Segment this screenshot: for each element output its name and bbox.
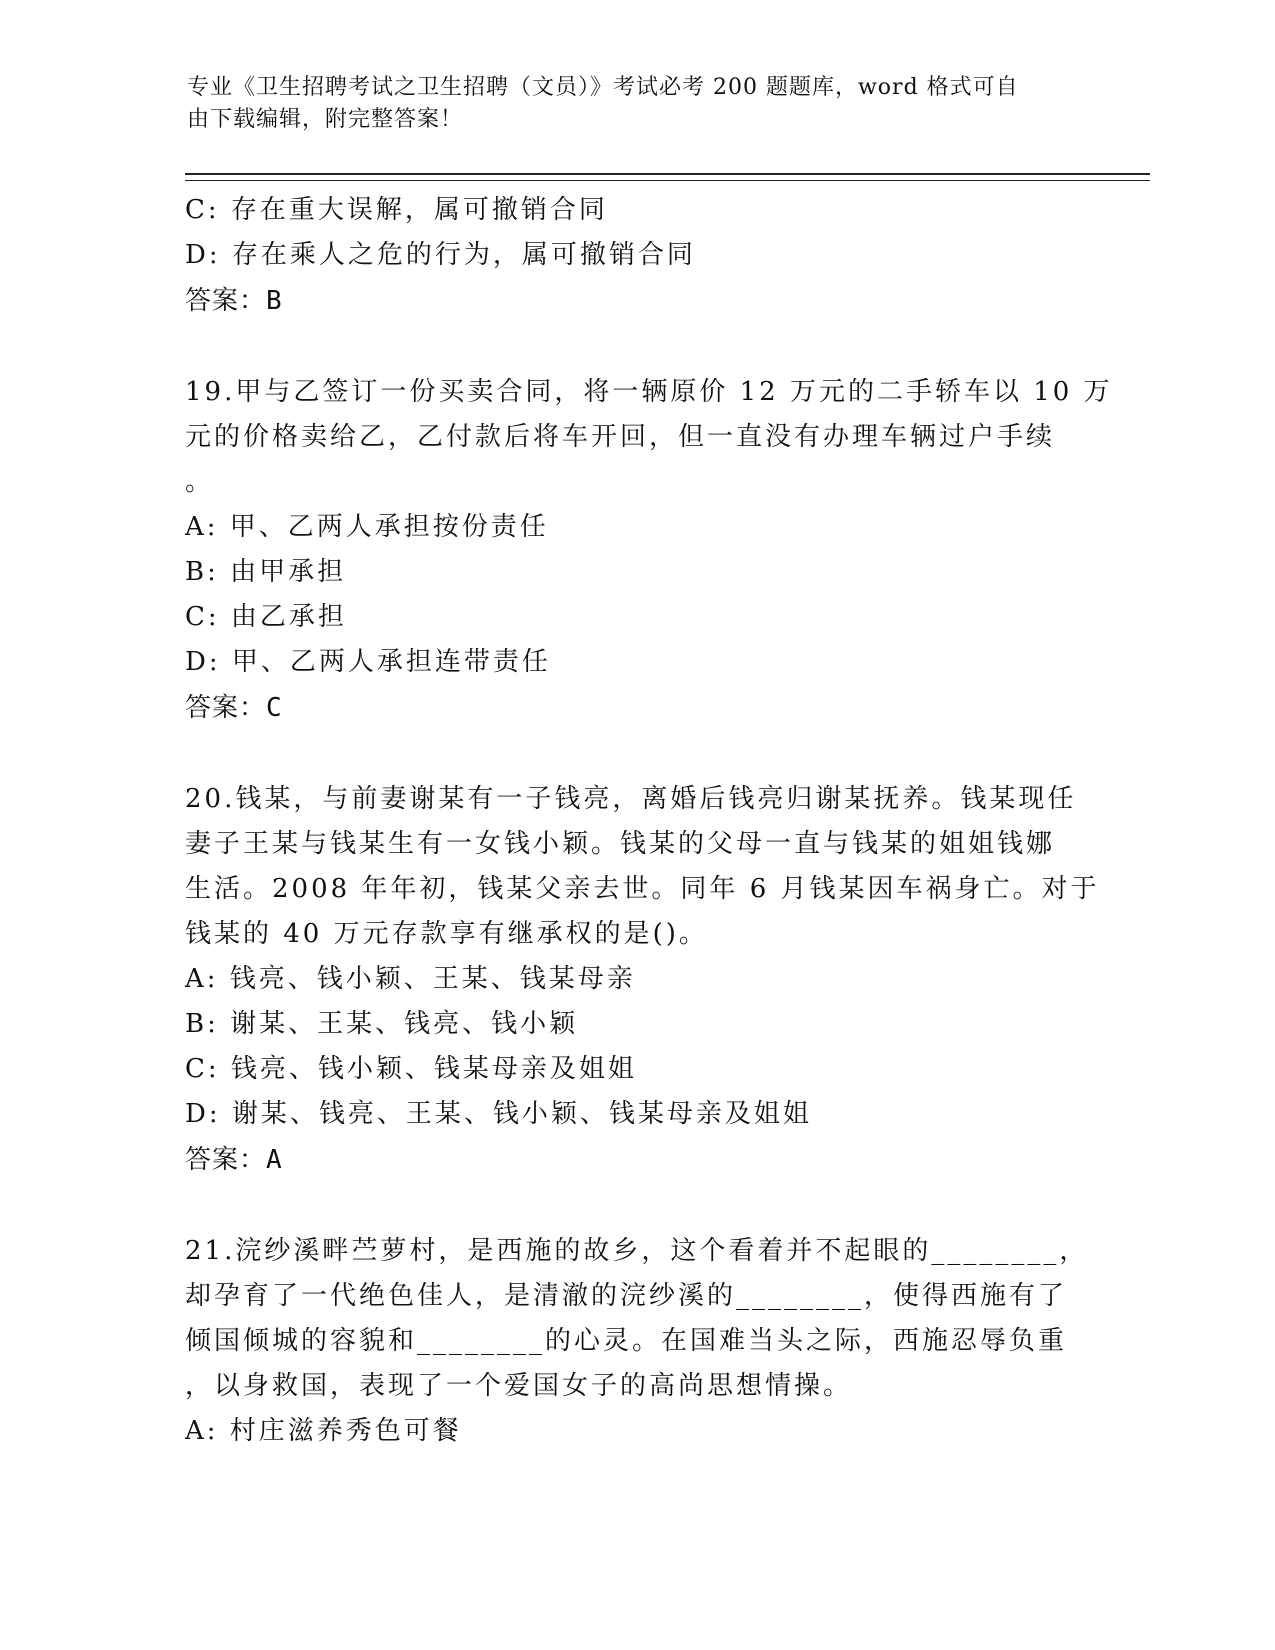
prev-answer — [185, 278, 1085, 324]
question-20-option-c: C: 钱亮、钱小颖、钱某母亲及姐姐 — [185, 1054, 637, 1084]
question-20-line-1: 20.钱某，与前妻谢某有一子钱亮，离婚后钱亮归谢某抚养。钱某现任 — [185, 784, 1077, 814]
question-19-line-1: 19.甲与乙签订一份买卖合同，将一辆原价 12 万元的二手轿车以 10 万 — [185, 377, 1113, 407]
question-19-line-3: 。 — [185, 467, 215, 497]
question-20-line-4: 钱某的 40 万元存款享有继承权的是()。 — [185, 919, 708, 949]
question-21 — [185, 1229, 1089, 1454]
question-21-line-1: 21.浣纱溪畔苎萝村，是西施的故乡，这个看着并不起眼的________， — [185, 1236, 1089, 1266]
answer-label: 答案： — [185, 693, 267, 723]
question-19-option-d: D: 甲、乙两人承担连带责任 — [185, 647, 551, 677]
question-19-answer — [185, 685, 1085, 731]
prev-option-c: C: 存在重大误解，属可撤销合同 — [185, 195, 608, 225]
question-21-line-3: 倾国倾城的容貌和________的心灵。在国难当头之际，西施忍辱负重 — [185, 1326, 1068, 1356]
question-20-option-d: D: 谢某、钱亮、王某、钱小颖、钱某母亲及姐姐 — [185, 1099, 812, 1129]
question-20-line-2: 妻子王某与钱某生有一女钱小颖。钱某的父母一直与钱某的姐姐钱娜 — [185, 829, 1056, 859]
question-21-line-4: ，以身救国，表现了一个爱国女子的高尚思想情操。 — [185, 1371, 853, 1401]
answer-value: A — [266, 1145, 283, 1175]
question-19-line-2: 元的价格卖给乙，乙付款后将车开回，但一直没有办理车辆过户手续 — [185, 422, 1056, 452]
prev-option-d: D: 存在乘人之危的行为，属可撤销合同 — [185, 240, 696, 270]
question-21-line-2: 却孕育了一代绝色佳人，是清澈的浣纱溪的________，使得西施有了 — [185, 1281, 1068, 1311]
header-rule-thin — [185, 180, 1150, 181]
document-header — [187, 72, 1067, 136]
question-20-answer — [185, 1137, 1085, 1183]
answer-value: B — [266, 286, 283, 316]
question-20-line-3: 生活。2008 年年初，钱某父亲去世。同年 6 月钱某因车祸身亡。对于 — [185, 874, 1100, 904]
question-20-option-a: A: 钱亮、钱小颖、王某、钱某母亲 — [185, 964, 636, 994]
header-line-1: 专业《卫生招聘考试之卫生招聘（文员）》考试必考 200 题题库，word 格式可自 — [187, 75, 1019, 100]
question-19-option-a: A: 甲、乙两人承担按份责任 — [185, 512, 549, 542]
prev-question-block — [185, 188, 1085, 324]
question-content — [185, 188, 1113, 1454]
answer-value: C — [266, 693, 283, 723]
header-line-2: 由下载编辑，附完整答案！ — [187, 107, 464, 132]
question-19-option-b: B: 由甲承担 — [185, 557, 347, 587]
answer-label: 答案： — [185, 286, 267, 316]
answer-label: 答案： — [185, 1145, 267, 1175]
header-rule-thick — [185, 173, 1150, 175]
question-19-option-c: C: 由乙承担 — [185, 602, 347, 632]
question-19 — [185, 370, 1113, 731]
question-20-option-b: B: 谢某、王某、钱亮、钱小颖 — [185, 1009, 579, 1039]
question-20 — [185, 777, 1100, 1183]
question-21-option-a: A: 村庄滋养秀色可餐 — [185, 1416, 462, 1446]
